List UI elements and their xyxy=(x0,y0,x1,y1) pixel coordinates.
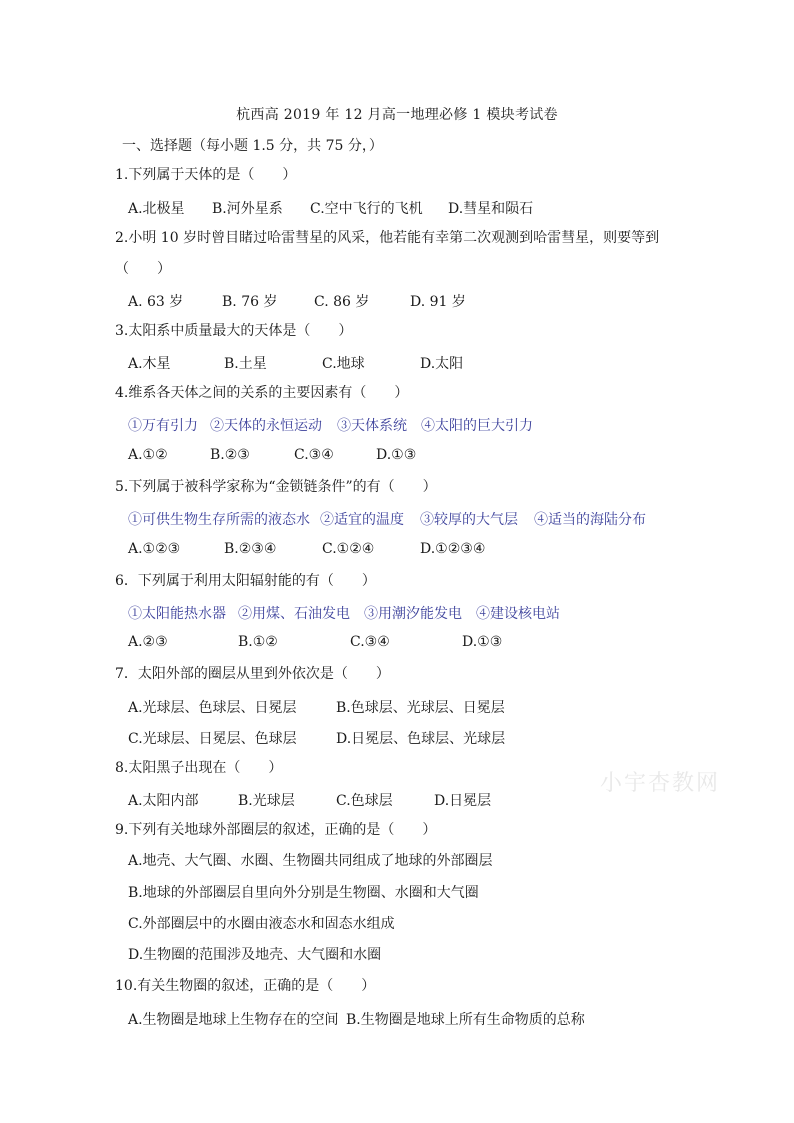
option-a: A.①② xyxy=(128,447,168,463)
option-b: B.土星 xyxy=(224,356,267,372)
option-a: A.①②③ xyxy=(128,541,181,557)
option-a: A. 63 岁 xyxy=(128,294,184,310)
option-c: C.色球层 xyxy=(336,793,393,809)
option-c: C.③④ xyxy=(294,447,334,463)
question-9-option-c: C.外部圈层中的水圈由液态水和固态水组成 xyxy=(128,916,395,932)
statement-4: ④建设核电站 xyxy=(476,606,560,622)
statement-4: ④适当的海陆分布 xyxy=(534,512,646,528)
question-1-stem: 1.下列属于天体的是（ ） xyxy=(115,167,297,183)
section-heading: 一、选择题（每小题 1.5 分，共 75 分，） xyxy=(122,138,383,154)
option-b: B.光球层 xyxy=(238,793,295,809)
option-a: A.太阳内部 xyxy=(128,793,199,809)
option-c: C.①②④ xyxy=(322,541,375,557)
question-10-stem: 10.有关生物圈的叙述，正确的是（ ） xyxy=(115,978,376,994)
question-4-stem: 4.维系各天体之间的关系的主要因素有（ ） xyxy=(115,385,409,401)
option-b: B.色球层、光球层、日冕层 xyxy=(336,700,505,716)
question-2-stem-cont: （ ） xyxy=(115,261,171,277)
option-c: C.地球 xyxy=(322,356,365,372)
statement-3: ③较厚的大气层 xyxy=(420,512,518,528)
question-6-stem: 6．下列属于利用太阳辐射能的有（ ） xyxy=(115,573,376,589)
question-2-stem: 2.小明 10 岁时曾目睹过哈雷彗星的风采，他若能有幸第二次观测到哈雷彗星，则要等到 xyxy=(115,230,660,246)
question-5-stem: 5.下列属于被科学家称为“金锁链条件”的有（ ） xyxy=(115,479,437,495)
option-c: C. 86 岁 xyxy=(314,294,370,310)
question-3-stem: 3.太阳系中质量最大的天体是（ ） xyxy=(115,323,353,339)
option-b: B.河外星系 xyxy=(212,201,283,217)
option-b: B.生物圈是地球上所有生命物质的总称 xyxy=(346,1012,585,1028)
question-8-stem: 8.太阳黑子出现在（ ） xyxy=(115,760,283,776)
option-d: D. 91 岁 xyxy=(410,294,466,310)
option-c: C.光球层、日冕层、色球层 xyxy=(128,731,297,747)
option-b: B.②③ xyxy=(210,447,250,463)
statement-2: ②适宜的温度 xyxy=(320,512,404,528)
question-9-option-d: D.生物圈的范围涉及地壳、大气圈和水圈 xyxy=(128,947,382,963)
option-a: A.北极星 xyxy=(128,201,185,217)
statement-2: ②用煤、石油发电 xyxy=(238,606,350,622)
exam-title: 杭西高 2019 年 12 月高一地理必修 1 模块考试卷 xyxy=(236,107,558,123)
question-9-option-a: A.地壳、大气圈、水圈、生物圈共同组成了地球的外部圈层 xyxy=(128,853,493,869)
option-d: D.①②③④ xyxy=(420,541,486,557)
option-c: C.空中飞行的飞机 xyxy=(310,201,423,217)
statement-1: ①可供生物生存所需的液态水 xyxy=(128,512,310,528)
statement-2: ②天体的永恒运动 xyxy=(210,418,322,434)
option-a: A.生物圈是地球上生物存在的空间 xyxy=(128,1012,339,1028)
statement-3: ③用潮汐能发电 xyxy=(364,606,462,622)
option-d: D.彗星和陨石 xyxy=(448,201,534,217)
option-a: A.②③ xyxy=(128,634,168,650)
option-d: D.①③ xyxy=(462,634,503,650)
option-c: C.③④ xyxy=(350,634,390,650)
statement-1: ①太阳能热水器 xyxy=(128,606,226,622)
option-d: D.日冕层、色球层、光球层 xyxy=(336,731,506,747)
option-a: A.光球层、色球层、日冕层 xyxy=(128,700,297,716)
question-9-option-b: B.地球的外部圈层自里向外分别是生物圈、水圈和大气圈 xyxy=(128,885,479,901)
statement-3: ③天体系统 xyxy=(337,418,407,434)
option-b: B. 76 岁 xyxy=(222,294,278,310)
statement-1: ①万有引力 xyxy=(128,418,198,434)
option-b: B.①② xyxy=(238,634,278,650)
watermark: 小宇杏教网 xyxy=(600,771,721,796)
question-7-stem: 7．太阳外部的圈层从里到外依次是（ ） xyxy=(115,666,390,682)
statement-4: ④太阳的巨大引力 xyxy=(421,418,533,434)
option-b: B.②③④ xyxy=(224,541,277,557)
option-a: A.木星 xyxy=(128,356,171,372)
question-9-stem: 9.下列有关地球外部圈层的叙述，正确的是（ ） xyxy=(115,822,437,838)
option-d: D.①③ xyxy=(376,447,417,463)
option-d: D.日冕层 xyxy=(434,793,492,809)
option-d: D.太阳 xyxy=(420,356,464,372)
